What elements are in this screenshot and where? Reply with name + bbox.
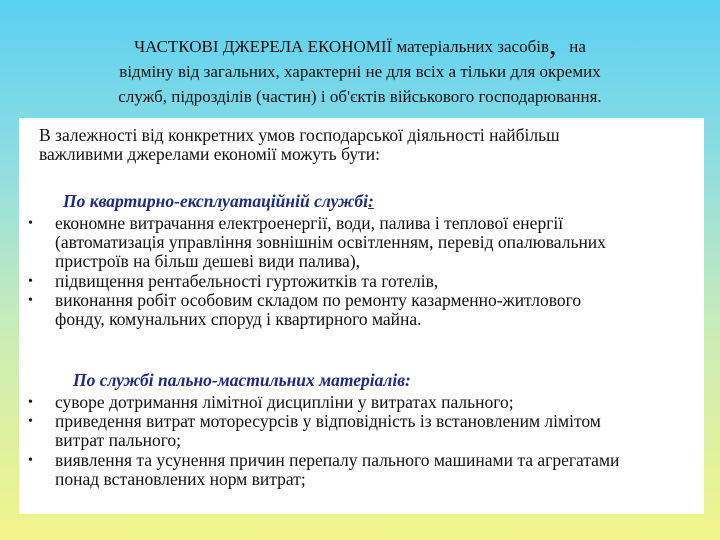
title-line-2: відміну від загальних, характерні не для всіх а тільки для окремих xyxy=(119,62,601,81)
intro-paragraph xyxy=(39,126,679,164)
title-line-1: ЧАСТКОВІ ДЖЕРЕЛА ЕКОНОМІЇ матеріальних засобів, на xyxy=(134,28,586,61)
list-item: • підвищення рентабельності гуртожитків та готелів, xyxy=(28,270,439,291)
bullet-icon: • xyxy=(28,292,33,308)
list-item: • суворе дотримання лімітної дисципліни у витратах пального; xyxy=(28,392,514,412)
bullet-icon: • xyxy=(28,414,33,430)
list-item: • виявлення та усунення причин перепалу пального машинами та агрегатами понад встановлених норм витрат; xyxy=(28,449,620,489)
bullet-icon: • xyxy=(28,395,33,410)
slide-title xyxy=(40,28,680,109)
bullet-icon: • xyxy=(28,273,33,289)
intro-line-1: В залежності від конкретних умов господарської діяльності найбільш xyxy=(39,125,560,145)
title-line-3: служб, підрозділів (частин) і об'єктів військового господарювання. xyxy=(118,87,602,106)
fuel-service-list xyxy=(19,393,699,489)
bullet-icon: • xyxy=(28,452,33,468)
list-item: • економне витрачання електроенергії, води, палива і теплової енергії (автоматизація управління зовнішнім освітленням, перевід опалювальних пристроїв на більш дешеві види палива), xyxy=(28,213,606,272)
list-item: • приведення витрат моторесурсів у відповідність із встановленим лімітом витрат пального; xyxy=(28,411,601,451)
section-heading-quartering: По квартирно-експлуатаційній службі: xyxy=(63,191,374,211)
intro-line-2: важливими джерелами економії можуть бути: xyxy=(39,144,380,164)
section-heading-fuel: По службі пально-мастильних матеріалів: xyxy=(73,370,411,390)
content-panel xyxy=(19,118,704,514)
list-item: • виконання робіт особовим складом по ремонту казарменно-житлового фонду, комунальних споруд і квартирного майна. xyxy=(28,289,582,330)
title-comma: , xyxy=(548,28,557,61)
bullet-icon: • xyxy=(28,216,33,231)
quartering-service-list xyxy=(19,214,699,329)
